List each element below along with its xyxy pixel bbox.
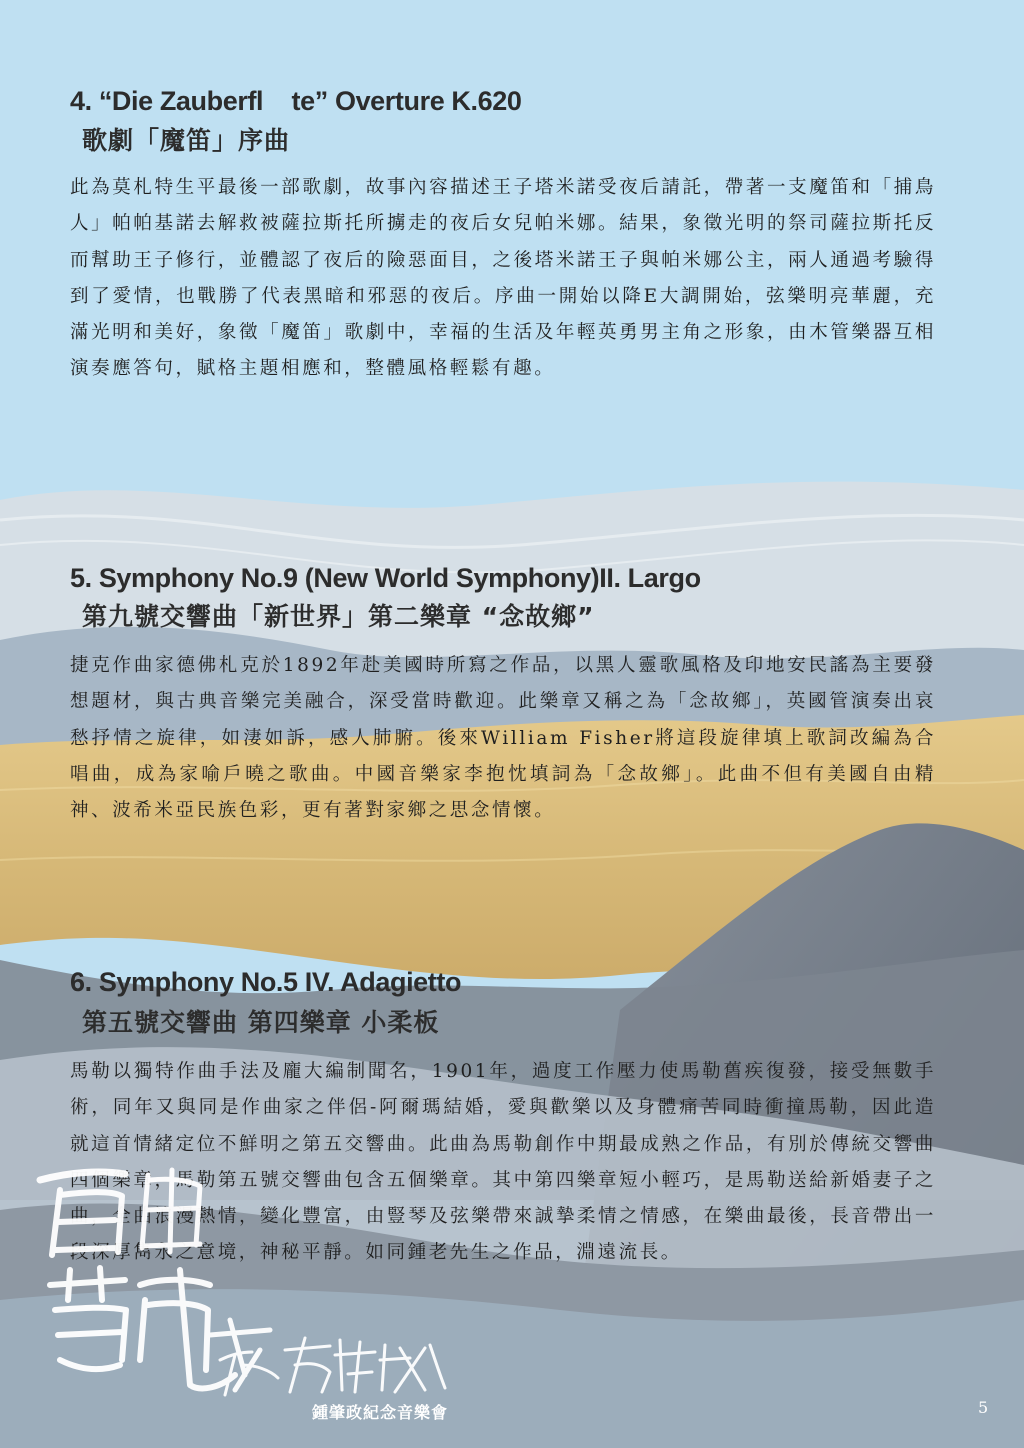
section-title-en: 5. Symphony No.9 (New World Symphony)II. Largo	[70, 563, 701, 593]
section-title-en: 4. “Die Zauberfl te” Overture K.620	[70, 86, 522, 116]
section-title-zh: 歌劇「魔笛」序曲	[82, 126, 291, 155]
section-body: 馬勒以獨特作曲手法及龐大編制聞名，1901年，過度工作壓力使馬勒舊疾復發，接受無數手術，同年又與同是作曲家之伴侶-阿爾瑪結婚，愛與歡樂以及身體痛苦同時衝撞馬勒，因此造就這首情緒定位不鮮明之第五交響曲。此曲為馬勒創作中期最成熟之作品，有別於傳統交響曲四個樂章，馬勒第五號交響曲包含五個樂章。其中第四樂章短小輕巧，是馬勒送給新婚妻子之曲，全曲浪漫熱情，變化豐富，由豎琴及弦樂帶來誠摯柔情之情感，在樂曲最後，長音帶出一段深厚雋永之意境，神秘平靜。如同鍾老先生之作品，淵遠流長。	[70, 1061, 936, 1264]
section-body: 此為莫札特生平最後一部歌劇，故事內容描述王子塔米諾受夜后請託，帶著一支魔笛和「捕鳥人」帕帕基諾去解救被薩拉斯托所擄走的夜后女兒帕米娜。結果，象徵光明的祭司薩拉斯托反而幫助王子修行，並體認了夜后的險惡面目，之後塔米諾王子與帕米娜公主，兩人通過考驗得到了愛情，也戰勝了代表黑暗和邪惡的夜后。序曲一開始以降E大調開始，弦樂明亮華麗，充滿光明和美好，象徵「魔笛」歌劇中，幸福的生活及年輕英勇男主角之形象，由木管樂器互相演奏應答句，賦格主題相應和，整體風格輕鬆有趣。	[70, 177, 936, 380]
calligraphy-logo	[30, 1160, 450, 1400]
concert-title: 鍾肇政紀念音樂會	[312, 1403, 449, 1422]
section-title-zh: 第五號交響曲 第四樂章 小柔板	[82, 1008, 440, 1037]
page-number: 5	[978, 1398, 989, 1417]
section-body: 捷克作曲家德佛札克於1892年赴美國時所寫之作品，以黑人靈歌風格及印地安民謠為主要發想題材，與古典音樂完美融合，深受當時歡迎。此樂章又稱之為「念故鄉」，英國管演奏出哀愁抒情之旋律，如淒如訴，感人肺腑。後來William Fisher將這段旋律填上歌詞改編為合唱曲，成為家喻戶曉之歌曲。中國音樂家李抱忱填詞為「念故鄉」。此曲不但有美國自由精神、波希米亞民族色彩，更有著對家鄉之思念情懷。	[70, 655, 936, 822]
section-title-en: 6. Symphony No.5 IV. Adagietto	[70, 967, 462, 997]
section-title-zh: 第九號交響曲「新世界」第二樂章 “念故鄉”	[82, 602, 595, 631]
